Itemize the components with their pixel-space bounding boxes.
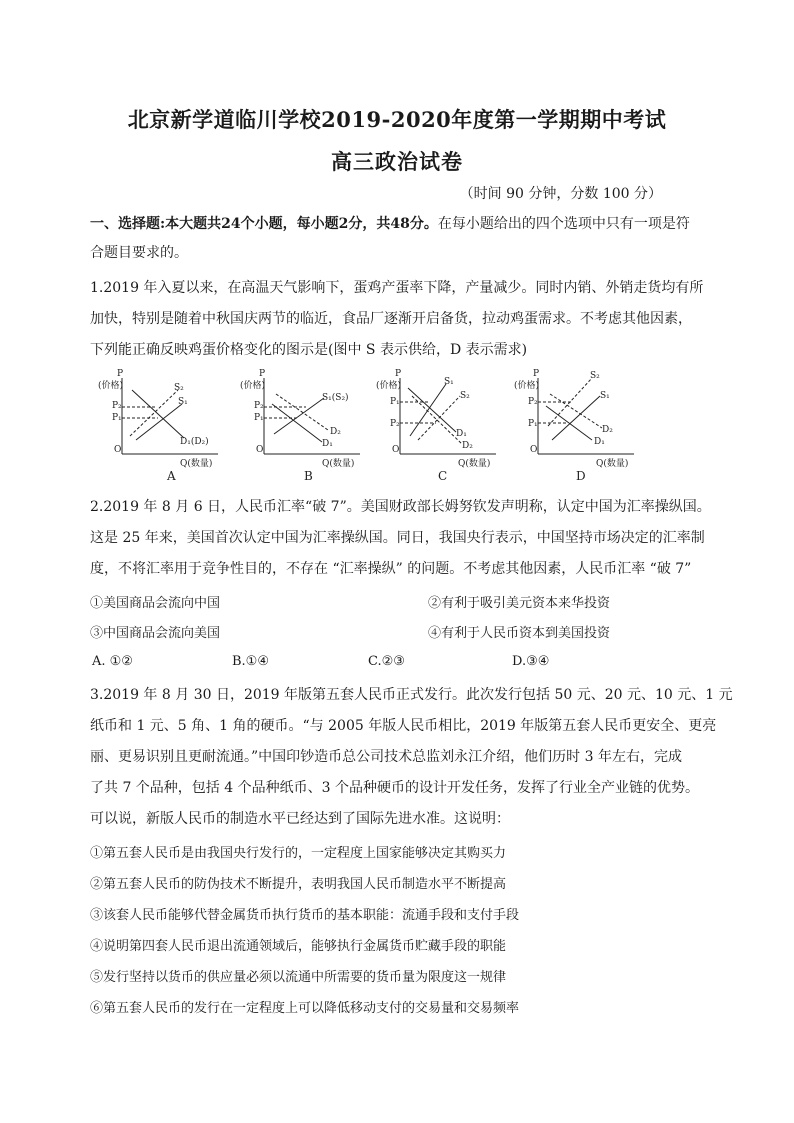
demand-curve <box>132 390 184 438</box>
q3-line: 丽、更易识别且更耐流通。”中国印钞造币总公司技术总监刘永江介绍，他们历时 3 年左右，完成 <box>90 749 682 765</box>
p-bottom-label: P₁ <box>528 419 538 429</box>
graph-d-svg <box>508 366 638 484</box>
p-bottom-label: P₂ <box>390 419 400 429</box>
q2-option-d: D.③④ <box>512 654 550 669</box>
supply-curve-1 <box>410 384 446 436</box>
q1-line: 加快，特别是随着中秋国庆两节的临近，食品厂逐渐开启备货，拉动鸡蛋需求。不考虑其他因素， <box>90 311 692 327</box>
price-label: (价格) <box>514 381 540 391</box>
s-label: S₁ <box>178 397 188 407</box>
demand-curve-2 <box>550 394 602 428</box>
demand-curve-2 <box>276 394 328 430</box>
q3-item: ①第五套人民币是由我国央行发行的，一定程度上国家能够决定其购买力 <box>90 846 507 861</box>
price-label: (价格) <box>98 381 124 391</box>
s-label: S₂ <box>460 391 470 401</box>
q2-line: 这是 25 年来，美国首次认定中国为汇率操纵国。同日，我国央行表示，中国坚持市场决定的汇率制 <box>90 530 705 546</box>
p-top-label: P₂ <box>528 397 538 407</box>
exam-meta: （时间 90 分钟，分数 100 分） <box>459 186 662 202</box>
section-heading-bold: 一、选择题:本大题共24个小题，每小题2分，共48分。 <box>90 216 438 232</box>
q-label: Q(数量) <box>596 459 629 469</box>
section-heading-rest: 在每小题给出的四个选项中只有一项是符 <box>437 216 690 232</box>
p-label: P <box>533 369 540 379</box>
p-top-label: P₂ <box>254 401 264 411</box>
graph-c <box>370 366 500 484</box>
section-heading-line2: 合题目要求的。 <box>90 245 188 261</box>
q2-option-a: A. ①② <box>92 654 133 669</box>
graph-c-svg <box>370 366 500 484</box>
graph-letter: B <box>304 469 313 483</box>
q2-item: ①美国商品会流向中国 <box>90 596 221 611</box>
q3-line: 3.2019 年 8 月 30 日，2019 年版第五套人民币正式发行。此次发行包括 50 元、20 元、10 元、1 元 <box>90 687 733 703</box>
demand-curve-1 <box>272 404 322 442</box>
q3-line: 了共 7 个品种，包括 4 个品种纸币、3 个品种硬币的设计开发任务，发挥了行业全产业链的优势。 <box>90 780 699 796</box>
graph-b-svg <box>234 366 364 484</box>
q-label: Q(数量) <box>458 459 491 469</box>
price-label: (价格) <box>240 381 266 391</box>
s-label: S₂ <box>174 383 184 393</box>
p-top-label: P₁ <box>390 397 400 407</box>
q2-line: 度，不将汇率用于竞争性目的，不存在 “汇率操纵” 的问题。不考虑其他因素，人民币汇率 “破 7” <box>90 561 692 577</box>
graph-letter: D <box>576 469 586 483</box>
q2-item: ②有利于吸引美元资本来华投资 <box>428 596 611 611</box>
s-label: S₁ <box>600 391 610 401</box>
origin-label: O <box>114 445 122 455</box>
q3-item: ③该套人民币能够代替金属货币执行货币的基本职能：流通手段和支付手段 <box>90 908 520 923</box>
graph-b <box>234 366 364 484</box>
q2-item: ③中国商品会流向美国 <box>90 626 221 641</box>
d-label: D₂ <box>330 427 341 437</box>
s-label: S₂ <box>590 371 600 381</box>
d-label: D₂ <box>602 425 613 435</box>
p-label: P <box>259 369 266 379</box>
exam-title: 北京新学道临川学校2019-2020年度第一学期期中考试 <box>127 107 667 132</box>
q3-line: 可以说，新版人民币的制造水平已经达到了国际先进水准。这说明： <box>90 811 510 827</box>
d-label: D₁ <box>456 429 467 439</box>
graph-letter: C <box>438 469 448 483</box>
section-heading <box>90 215 690 233</box>
q3-item: ⑤发行坚持以货币的供应量必须以流通中所需要的货币量为限度这一规律 <box>90 970 507 985</box>
q2-line: 2.2019 年 8 月 6 日，人民币汇率“破 7”。美国财政部长姆努钦发声明称，认定中国为汇率操纵国。 <box>90 499 711 515</box>
origin-label: O <box>256 445 264 455</box>
d-label: D₂ <box>462 441 473 451</box>
demand-curve-1 <box>546 406 592 440</box>
origin-label: O <box>530 445 538 455</box>
d-label: D₁ <box>594 437 605 447</box>
q1-line: 下列能正确反映鸡蛋价格变化的图示是(图中 S 表示供给，D 表示需求) <box>90 342 528 358</box>
graph-d <box>508 366 638 484</box>
d-label: D₁ <box>322 439 333 449</box>
q2-option-b: B.①④ <box>232 654 269 669</box>
q-label: Q(数量) <box>180 459 213 469</box>
q2-option-c: C.②③ <box>368 654 405 669</box>
q3-item: ②第五套人民币的防伪技术不断提升，表明我国人民币制造水平不断提高 <box>90 877 507 892</box>
q2-item: ④有利于人民币资本到美国投资 <box>428 626 611 641</box>
p-label: P <box>117 369 124 379</box>
graph-a-svg <box>92 366 222 484</box>
exam-subtitle: 高三政治试卷 <box>331 149 463 174</box>
p-top-label: P₂ <box>112 401 122 411</box>
graph-a <box>92 366 222 484</box>
p-label: P <box>395 369 402 379</box>
supply-curve <box>274 398 324 434</box>
s-label: S₁(S₂) <box>322 393 349 403</box>
q3-item: ④说明第四套人民币退出流通领域后，能够执行金属货币贮藏手段的职能 <box>90 939 507 954</box>
price-label: (价格) <box>376 381 402 391</box>
p-bottom-label: P₁ <box>112 413 122 423</box>
q3-line: 纸币和 1 元、5 角、1 角的硬币。“与 2005 年版人民币相比，2019 年版第五套人民币更安全、更亮 <box>90 718 717 734</box>
q3-item: ⑥第五套人民币的发行在一定程度上可以降低移动支付的交易量和交易频率 <box>90 1001 520 1016</box>
supply-curve-1 <box>136 404 182 440</box>
s-label: S₁ <box>444 377 454 387</box>
q-label: Q(数量) <box>322 459 355 469</box>
origin-label: O <box>392 445 400 455</box>
supply-curve-1 <box>552 396 600 440</box>
q1-line: 1.2019 年入夏以来，在高温天气影响下，蛋鸡产蛋率下降，产量减少。同时内销、外销走货均有所 <box>90 280 704 296</box>
d-label: D₁(D₂) <box>180 437 209 447</box>
p-bottom-label: P₁ <box>254 413 264 423</box>
graph-letter: A <box>167 469 176 483</box>
